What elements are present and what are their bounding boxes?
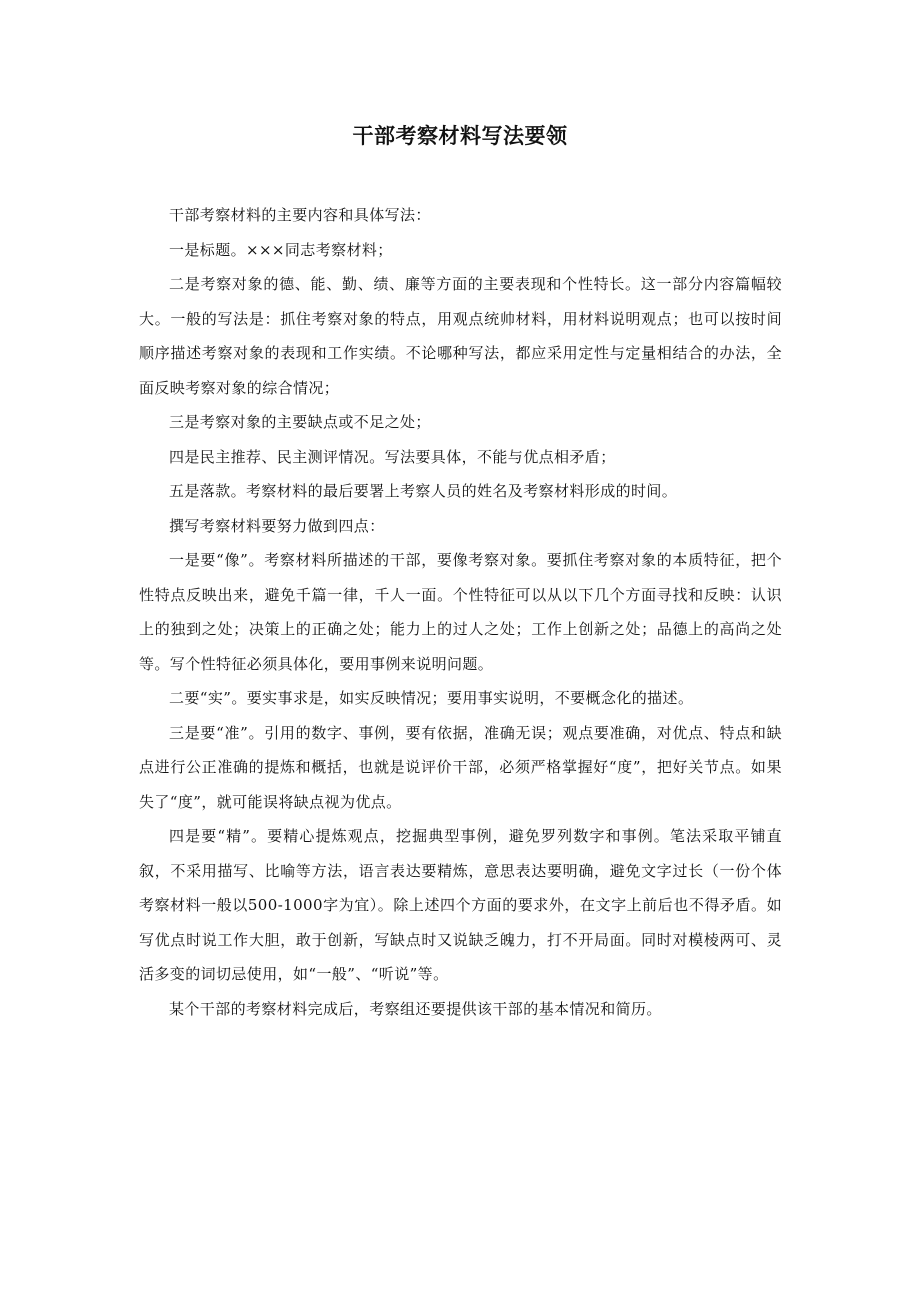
paragraph-point-accurate: 三是要“准”。引用的数字、事例，要有依据，准确无误；观点要准确，对优点、特点和缺点进行公正准确的提炼和概括，也就是说评价干部，必须严格掌握好“度”，把好关节点。如果失了“度”，就可能误将缺点视为优点。 bbox=[139, 723, 782, 811]
paragraph-closing: 某个干部的考察材料完成后，考察组还要提供该干部的基本情况和简历。 bbox=[169, 999, 662, 1018]
document-title: 干部考察材料写法要领 bbox=[352, 123, 568, 148]
paragraph-intro: 干部考察材料的主要内容和具体写法： bbox=[169, 206, 431, 224]
paragraph-title-item: 一是标题。×××同志考察材料； bbox=[169, 240, 393, 259]
paragraph-performance-item: 二是考察对象的德、能、勤、绩、廉等方面的主要表现和个性特长。这一部分内容篇幅较大。一般的写法是：抓住考察对象的特点，用观点统帅材料，用材料说明观点；也可以按时间顺序描述考察对象的表现和工作实绩。不论哪种写法，都应采用定性与定量相结合的办法，全面反映考察对象的综合情况； bbox=[139, 275, 782, 397]
paragraph-evaluation-item: 四是民主推荐、民主测评情况。写法要具体，不能与优点相矛盾； bbox=[169, 447, 616, 466]
paragraph-point-concise: 四是要“精”。要精心提炼观点，挖掘典型事例，避免罗列数字和事例。笔法采取平铺直叙，不采用描写、比喻等方法，语言表达要精炼，意思表达要明确，避免文字过长（一份个体考察材料一般以500-1000字为宜）。除上述四个方面的要求外，在文字上前后也不得矛盾。如写优点时说工作大胆，敢于创新，写缺点时又说缺乏魄力，打不开局面。同时对模棱两可、灵活多变的词切忌使用，如“一般”、“听说”等。 bbox=[139, 827, 782, 983]
paragraph-point-factual: 二要“实”。要实事求是，如实反映情况；要用事实说明，不要概念化的描述。 bbox=[169, 689, 694, 707]
paragraph-shortcomings-item: 三是考察对象的主要缺点或不足之处； bbox=[169, 413, 431, 431]
paragraph-point-likeness: 一是要“像”。考察材料所描述的干部，要像考察对象。要抓住考察对象的本质特征，把个性特点反映出来，避免千篇一律，千人一面。个性特征可以从以下几个方面寻找和反映：认识上的独到之处；决策上的正确之处；能力上的过人之处；工作上创新之处；品德上的高尚之处等。写个性特征必须具体化，要用事例来说明问题。 bbox=[139, 551, 782, 673]
document-body bbox=[139, 198, 782, 1026]
paragraph-four-points-intro: 撰写考察材料要努力做到四点： bbox=[169, 516, 385, 535]
paragraph-signature-item: 五是落款。考察材料的最后要署上考察人员的姓名及考察材料形成的时间。 bbox=[169, 482, 678, 500]
